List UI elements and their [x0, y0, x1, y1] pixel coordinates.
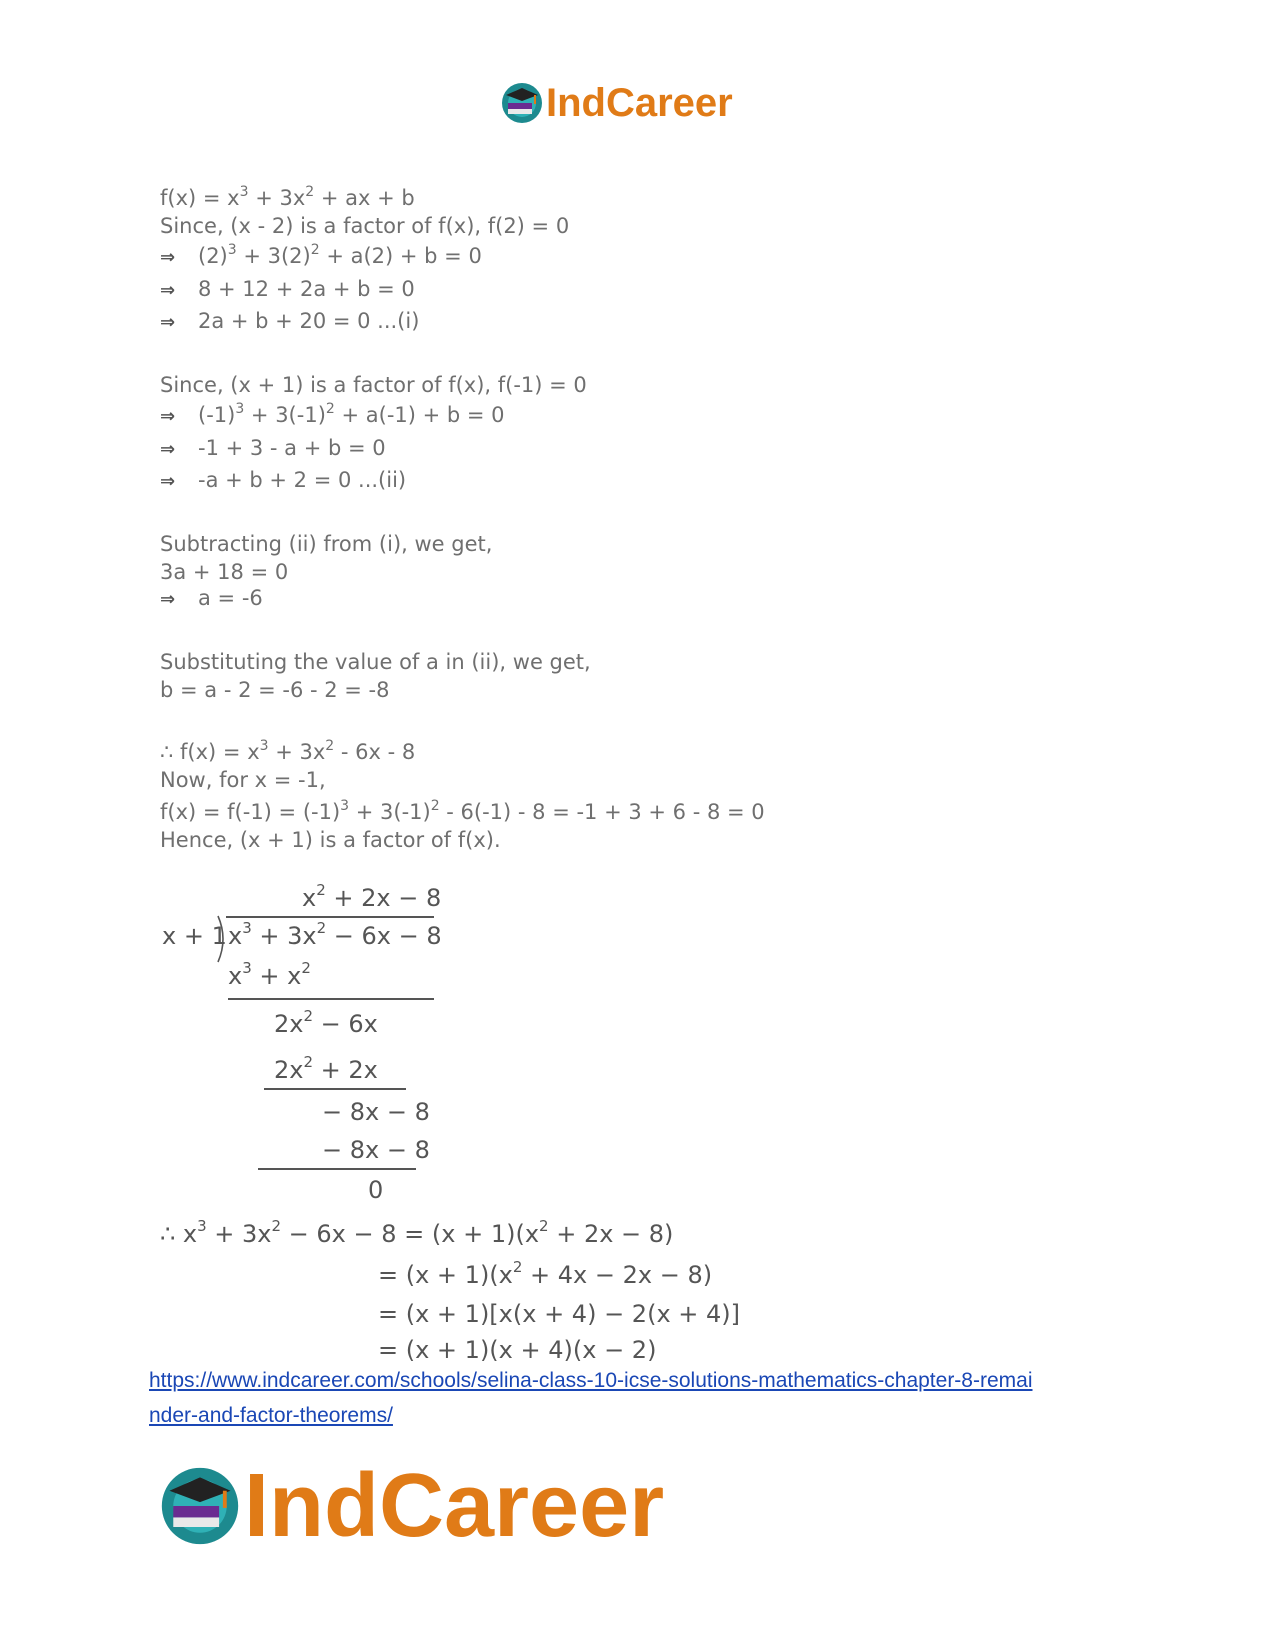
text-line: Substituting the value of a in (ii), we get,	[160, 650, 591, 674]
division-rule	[264, 1088, 406, 1090]
header-logo	[500, 78, 733, 128]
implies-arrow-icon: ⇒	[160, 471, 176, 492]
implies-arrow-icon: ⇒	[160, 247, 176, 268]
text-line: b = a - 2 = -6 - 2 = -8	[160, 678, 390, 702]
division-remainder: 0	[368, 1176, 384, 1204]
text-line: Subtracting (ii) from (i), we get,	[160, 532, 493, 556]
equation-line: $f(x) = f(-1) = (-1)^3 + 3(-1)^2 - 6(-1) - 8 = -1 + 3 + 6 - 8 = 0$	[160, 798, 765, 824]
text-line: 3a + 18 = 0	[160, 560, 289, 584]
text-line: Since, (x + 1) is a factor of f(x), f(-1) = 0	[160, 373, 587, 397]
graduation-cap-books-icon	[158, 1464, 242, 1548]
source-link-line1[interactable]: https://www.indcareer.com/schools/selina-class-10-icse-solutions-mathematics-chapter-8-remai	[149, 1369, 1033, 1392]
division-rule	[258, 1168, 416, 1170]
division-step: − 8x − 8	[322, 1098, 430, 1126]
equation-step: ⇒ -1 + 3 - a + b = 0	[160, 436, 386, 460]
graduation-cap-books-icon	[500, 81, 544, 125]
equation-step: ⇒ 8 + 12 + 2a + b = 0	[160, 277, 415, 301]
implies-arrow-icon: ⇒	[160, 589, 176, 610]
division-divisor: x + 1	[162, 922, 227, 950]
text-line: Now, for x = -1,	[160, 768, 326, 792]
equation-step: ⇒ 2a + b + 20 = 0 ...(i)	[160, 309, 420, 333]
source-link-line2[interactable]: nder-and-factor-theorems/	[149, 1404, 393, 1427]
implies-arrow-icon: ⇒	[160, 312, 176, 333]
division-bar	[226, 916, 434, 918]
footer-logo	[158, 1455, 665, 1556]
equation-step: ⇒ a = -6	[160, 586, 263, 610]
division-step: $x^3 + x^2$	[228, 959, 311, 990]
factorization-line: = (x + 1)(x + 4)(x − 2)	[378, 1336, 657, 1364]
implies-arrow-icon: ⇒	[160, 406, 176, 427]
implies-arrow-icon: ⇒	[160, 439, 176, 460]
brand-name: IndCareer	[244, 1455, 665, 1556]
text-line: Hence, (x + 1) is a factor of f(x).	[160, 828, 501, 852]
equation-step: ⇒ $(2)^3 + 3(2)^2 + a(2) + b = 0$	[160, 242, 482, 268]
division-dividend: $x^3 + 3x^2 - 6x - 8$	[228, 919, 442, 950]
brand-name: IndCareer	[546, 80, 733, 125]
division-step: − 8x − 8	[322, 1136, 430, 1164]
division-step: $2x^2 + 2x$	[274, 1053, 378, 1084]
text-line: Since, (x - 2) is a factor of f(x), f(2) = 0	[160, 214, 570, 238]
equation-fx: $f(x) = x^3 + 3x^2$ + ax + b	[160, 184, 415, 210]
factorization-line: = (x + 1)[x(x + 4) − 2(x + 4)]	[378, 1300, 741, 1328]
division-step: $2x^2 - 6x$	[274, 1007, 378, 1038]
division-rule	[228, 998, 434, 1000]
factorization-line: ∴ $x^3 + 3x^2 - 6x - 8 = (x + 1)(x^2 + 2x - 8)$	[160, 1217, 674, 1248]
equation-fx-result: ∴ $f(x) = x^3 + 3x^2 - 6x - 8$	[160, 738, 416, 764]
implies-arrow-icon: ⇒	[160, 280, 176, 301]
equation-step: ⇒ $(-1)^3 + 3(-1)^2 + a(-1) + b = 0$	[160, 401, 505, 427]
equation-step: ⇒ -a + b + 2 = 0 ...(ii)	[160, 468, 407, 492]
division-quotient: $x^2 + 2x - 8$	[302, 881, 442, 912]
factorization-line: = $(x + 1)(x^2 + 4x - 2x - 8)$	[378, 1258, 713, 1289]
